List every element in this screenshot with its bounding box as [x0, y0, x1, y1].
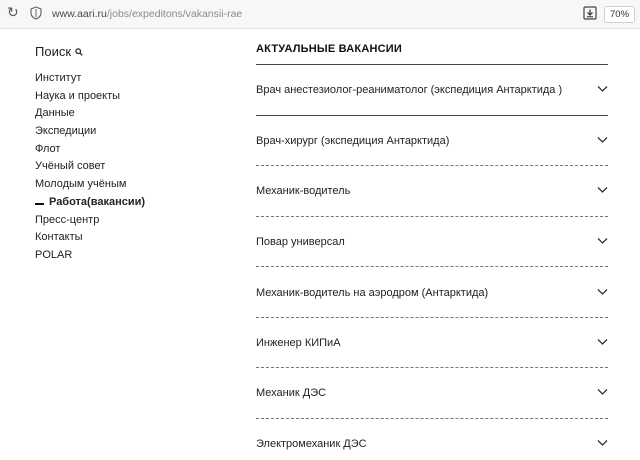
url-path: /jobs/expeditons/vakansii-rae [106, 8, 243, 20]
sidebar-item-fleet[interactable]: Флот [35, 142, 61, 155]
address-bar[interactable] [52, 8, 242, 20]
row-divider [256, 367, 608, 368]
chevron-down-icon [597, 439, 608, 447]
zoom-level[interactable]: 70% [604, 6, 635, 23]
page-title: АКТУАЛЬНЫЕ ВАКАНСИИ [256, 43, 402, 55]
shield-icon[interactable] [30, 6, 42, 20]
sidebar-item-expeditions[interactable]: Экспедиции [35, 125, 97, 138]
row-divider [256, 216, 608, 217]
browser-toolbar [0, 0, 640, 29]
search-icon [75, 48, 83, 56]
sidebar-item-data[interactable]: Данные [35, 107, 75, 120]
sidebar-item-contacts[interactable]: Контакты [35, 231, 83, 244]
url-host: www.aari.ru [52, 8, 107, 20]
reload-icon[interactable]: ↻ [7, 5, 19, 21]
vacancy-row[interactable]: Врач анестезиолог-реаниматолог (экспедиция Антарктида ) [256, 82, 608, 98]
vacancy-row[interactable]: Инженер КИПиА [256, 335, 608, 351]
chevron-down-icon [597, 136, 608, 144]
row-divider [256, 418, 608, 419]
sidebar-item-young-scientists[interactable]: Молодым учёным [35, 178, 127, 191]
vacancy-row[interactable]: Механик ДЭС [256, 385, 608, 401]
chevron-down-icon [597, 186, 608, 194]
row-divider [256, 266, 608, 267]
sidebar-item-council[interactable]: Учёный совет [35, 160, 106, 173]
sidebar-item-press[interactable]: Пресс-центр [35, 213, 100, 226]
vacancy-row[interactable]: Электромеханик ДЭС [256, 436, 608, 452]
active-marker [35, 203, 44, 205]
sidebar-nav [35, 70, 145, 265]
sidebar-item-polar[interactable]: POLAR [35, 248, 73, 261]
sidebar-item-jobs[interactable]: Работа(вакансии) [35, 194, 145, 212]
title-divider [256, 64, 608, 65]
sidebar-item-institute[interactable]: Институт [35, 72, 82, 84]
chevron-down-icon [597, 85, 608, 93]
search-label: Поиск [35, 44, 72, 59]
chevron-down-icon [597, 388, 608, 396]
chevron-down-icon [597, 237, 608, 245]
vacancy-row[interactable]: Механик-водитель [256, 183, 608, 199]
download-icon[interactable] [583, 6, 597, 20]
chevron-down-icon [597, 288, 608, 296]
chevron-down-icon [597, 338, 608, 346]
sidebar-item-science[interactable]: Наука и проекты [35, 89, 121, 102]
row-divider [256, 165, 608, 166]
vacancy-row[interactable]: Механик-водитель на аэродром (Антарктида) [256, 285, 608, 301]
row-divider [256, 115, 608, 116]
search-button[interactable] [35, 44, 83, 59]
row-divider [256, 317, 608, 318]
vacancy-row[interactable]: Врач-хирург (экспедиция Антарктида) [256, 133, 608, 149]
vacancy-row[interactable]: Повар универсал [256, 234, 608, 250]
